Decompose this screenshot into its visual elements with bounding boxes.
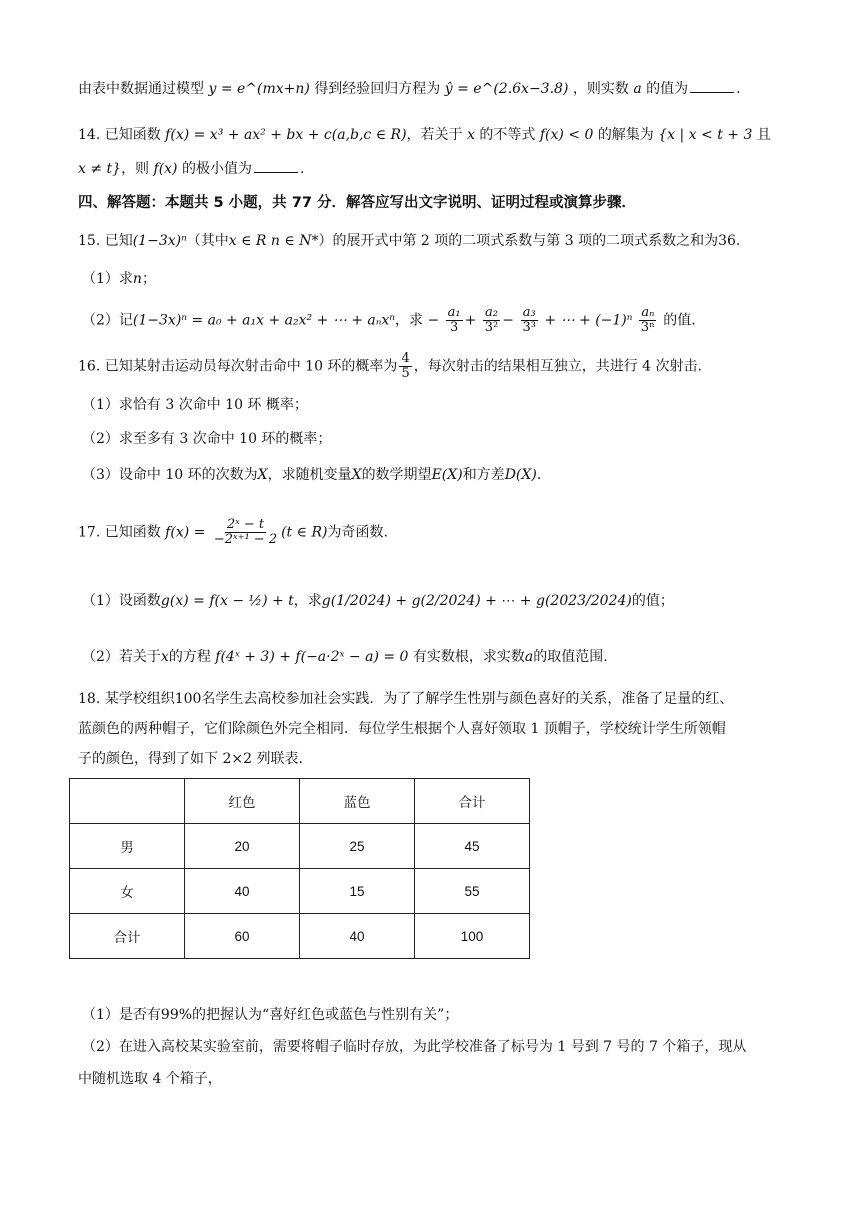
q18-line1: 18. 某学校组织100名学生去高校参加社会实践．为了了解学生性别与颜色喜好的关系，准备了足量的红、 [78,691,734,707]
q17-line1 [78,518,388,547]
q15-term2-den: 3² [484,320,499,335]
answer-blank [254,160,298,173]
q16-prefix: 16. 已知某射击运动员每次射击命中 10 环的概率为 [78,358,398,375]
q15-p2-mid: ，求 [394,312,423,329]
q14-function: f(x) = x³ + ax² + bx + c(a,b,c ∈ R) [165,127,407,143]
q14-and: 且 [756,127,771,143]
q15-prefix: 15. 已知 [78,233,133,249]
q15-term2 [483,306,500,335]
q16-line1 [78,352,702,381]
q17-sum-n: g(2023/2024) [536,593,632,609]
q13-model: y = e^(mx+n) [208,81,310,97]
q14-prefix: 14. 已知函数 [78,127,161,143]
table-cell: 25 [300,824,415,869]
q18-part1: （1）是否有99%的把握认为“喜好红色或蓝色与性别有关”； [82,1007,459,1023]
q17-fraction [212,518,279,547]
q14-inequality: f(x) < 0 [539,127,594,143]
table-cell: 20 [185,824,300,869]
q15-part2: （2）记(1−3x)ⁿ = a₀ + a₁x + a₂x² + ⋯ + aₙxⁿ，求 − $\frac{\text{a₁}}{3}$ + $\frac{\text{a₂}}{\text{3²}}$ − $\frac{\text{a₃}}{\text{3³}}$ + ⋯ + (−1)ⁿ $\frac{\text{aₙ}}{\text{3ⁿ}}$ 的值. [82,305,696,335]
q16-p3-end: . [536,467,542,483]
table-cell: 60 [185,914,300,959]
q15-expr: (1−3x)ⁿ [132,233,187,249]
q16-p3-X2: X [351,467,362,483]
q15-term1-den: 3 [449,320,459,335]
q15-end: . [735,233,741,249]
q17-p1-a: （1）设函数 [82,593,161,609]
q17-p1-b: ，求 [293,593,322,609]
table-row [70,914,530,959]
q17-num: 2ˣ − t [226,517,265,532]
q15-p2-end: 的值. [663,312,696,329]
q16-prob-num: 4 [401,351,410,366]
table-header-cell: 红色 [185,779,300,824]
q13-text-a: 由表中数据通过模型 [78,81,204,97]
q15-expansion: (1−3x)ⁿ = a₀ + a₁x + a₂x² + ⋯ + aₙxⁿ [132,312,395,329]
table-header-cell: 合计 [415,779,530,824]
q14-text: ，则 [121,161,150,177]
table-cell: 男 [70,824,185,869]
q18-line3: 子的颜色，得到了如下 2×2 列联表. [78,751,303,767]
q17-prefix: 17. 已知函数 [78,524,161,541]
q13-var: a [633,81,642,97]
q18-line2: 蓝颜色的两种帽子，它们除颜色外完全相同．每位学生根据个人喜好领取 1 顶帽子，学校统计学生所领帽 [78,721,726,737]
table-cell: 45 [415,824,530,869]
q15-term2-num: a₂ [485,305,498,320]
q16-probability [399,352,411,381]
q16-p3-b: ，求随机变量 [267,467,352,483]
q14-line1 [78,124,771,146]
q15-minus: − [427,312,440,329]
q17-equation: f(4ˣ + 3) + f(−a·2ˣ − a) = 0 [215,649,409,665]
q15-p1-end: ； [141,271,156,287]
q17-part2 [82,646,608,668]
q17-part1 [82,590,674,612]
q17-sum-1: g(1/2024) [321,593,391,609]
q17-p2-a: （2）若关于 [82,649,161,665]
q17-p1-end: 的值； [631,593,674,609]
q15-p2-prefix: （2）记 [82,312,133,329]
contingency-table [69,778,530,959]
q17-plus: + [395,593,408,609]
q15-term1-num: a₁ [447,305,461,320]
q16-part2: （2）求至多有 3 次命中 10 环的概率； [82,431,332,447]
q15-tail: + ⋯ + (−1)ⁿ [544,312,633,329]
q17-p2-b: 的方程 [168,649,211,665]
q14-end: . [299,161,305,177]
q16-p3-d: 和方差 [462,467,505,483]
q17-sum-2: g(2/2024) [411,593,481,609]
table-cell: 女 [70,869,185,914]
q14-fx: f(x) [153,161,178,177]
q17-p2-a-var: a [524,649,534,665]
table-cell: 55 [415,869,530,914]
q16-p3-c: 的数学期望 [361,467,432,483]
table-row [70,869,530,914]
q16-prob-den: 5 [401,366,410,381]
q16-part1: （1）求恰有 3 次命中 10 环 概率； [82,397,308,413]
q16-p3-E: E(X) [431,467,463,483]
q16-p3-D: D(X) [504,467,537,483]
q13-text-b: 得到经验回归方程为 [314,81,441,97]
q17-g: g(x) = f(x − ½) + t [160,593,294,609]
q14-mid2: 的不等式 [479,127,536,143]
q17-fx: f(x) = [165,524,206,541]
q16-p3-X: X [257,467,268,483]
q17-p2-c: 有实数根，求实数 [412,649,525,665]
q15-term1 [446,306,463,335]
q15-paren: （其中 [186,233,229,249]
q14-x: x [467,127,475,143]
q17-cond: (t ∈ R) [281,524,328,541]
q15-p1-var: n [132,271,142,287]
q15-cond: x ∈ R n ∈ N* [228,233,319,249]
q16-rest: ，每次射击的结果相互独立，共进行 4 次射击. [413,358,702,375]
table-cell: 40 [185,869,300,914]
table-cell: 40 [300,914,415,959]
q14-mid: ，若关于 [406,127,463,143]
q17-p2-end: 的取值范围. [533,649,608,665]
q15-term3-num: a₃ [522,305,536,320]
q16-p3-a: （3）设命中 10 环的次数为 [82,467,258,483]
q14-line2 [78,158,304,180]
answer-blank [690,80,734,93]
q14-mid3: 的解集为 [597,127,654,143]
q15-term3 [520,306,537,335]
q13-end: . [736,81,741,97]
q18-part2-line2: 中随机选取 4 个箱子， [78,1071,222,1087]
q15-termn-num: aₙ [641,305,655,320]
q15-term3-den: 3³ [522,320,536,335]
q13-regression: ŷ = e^(2.6x−3.8) [444,81,569,97]
q15-part1 [82,268,156,290]
table-cell: 合计 [70,914,185,959]
q17-den: −2ˣ⁺¹ − 2 [213,532,278,547]
q13-line [78,78,741,100]
table-row [70,824,530,869]
q17-p2-x: x [160,649,169,665]
q15-rest: ）的展开式中第 2 项的二项式系数与第 3 项的二项式系数之和为 [318,233,719,249]
q18-part2-line1: （2）在进入高校某实验室前，需要将帽子临时存放，为此学校准备了标号为 1 号到 7 号的 7 个箱子，现从 [82,1039,747,1055]
table-cell: 15 [300,869,415,914]
q17-dots: + ⋯ + [485,593,532,609]
table-header-cell [70,779,185,824]
q15-value: 36 [718,233,736,249]
table-header-cell: 蓝色 [300,779,415,824]
q14-set-end: x ≠ t} [78,161,122,177]
q15-line1 [78,230,740,252]
table-cell: 100 [415,914,530,959]
q14-text2: 的极小值为 [181,161,252,177]
q16-part3 [82,464,541,486]
q17-rest: 为奇函数. [327,524,388,541]
q13-text-d: 的值为 [646,81,689,97]
section-heading: 四、解答题：本题共 5 小题，共 77 分．解答应写出文字说明、证明过程或演算步骤． [78,195,636,211]
q15-termn [639,306,657,335]
q13-text-c: ，则实数 [572,81,629,97]
q15-termn-den: 3ⁿ [640,320,655,335]
q14-set: {x | x < t + 3 [658,127,753,143]
q15-p1-label: （1）求 [82,271,133,287]
table-header-row [70,779,530,824]
